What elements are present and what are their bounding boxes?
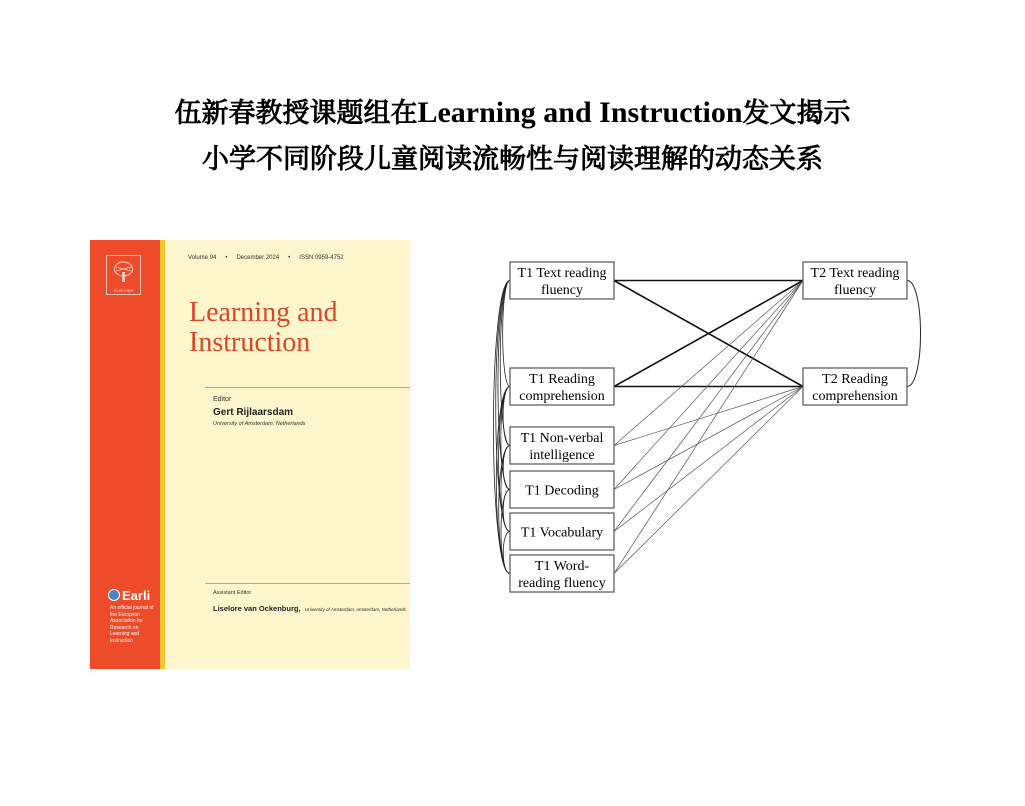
covariance-arc-12 — [503, 490, 510, 532]
node-t1-rc — [510, 368, 614, 405]
assistant-editor-label: Assistant Editor — [213, 590, 252, 596]
node-label: fluency — [541, 283, 583, 298]
elsevier-logo — [106, 255, 141, 295]
cover-meta — [188, 255, 353, 261]
node-label: comprehension — [812, 389, 898, 404]
node-t1-dec — [510, 471, 614, 508]
editor-affiliation: University of Amsterdam, Netherlands — [213, 421, 306, 427]
node-label: T1 Text reading — [517, 266, 607, 281]
path-arrow-t1_nvi-to-t2_text — [614, 281, 803, 446]
covariance-arc-5 — [503, 387, 510, 446]
regression-paths — [614, 281, 803, 574]
earli-logo — [108, 588, 150, 603]
node-label: T2 Text reading — [810, 266, 900, 281]
path-arrow-t1_word-to-t2_rc — [614, 387, 803, 574]
cover-issn: ISSN 0959-4752 — [299, 255, 344, 261]
path-arrow-t1_nvi-to-t2_rc — [614, 387, 803, 446]
node-label: T1 Decoding — [525, 483, 599, 499]
node-t1-voc — [510, 513, 614, 550]
diagram-nodes — [510, 262, 907, 592]
headline-journal-name: Learning and Instruction — [417, 96, 743, 129]
cover-date: December 2024 — [236, 255, 280, 261]
node-t1-text — [510, 262, 614, 299]
covariance-arc-14 — [503, 532, 510, 574]
residual-covariance-arc — [907, 281, 921, 387]
elsevier-tree-icon — [113, 260, 134, 284]
covariance-arc-9 — [503, 446, 510, 490]
node-t2-text — [803, 262, 907, 299]
publisher-name: ELSEVIER — [113, 288, 134, 293]
journal-cover — [90, 240, 410, 669]
node-t2-rc — [803, 368, 907, 405]
node-label: fluency — [834, 283, 876, 298]
journal-title-line-2: Instruction — [189, 327, 311, 358]
headline-line-2: 小学不同阶段儿童阅读流畅性与阅读理解的动态关系 — [202, 144, 823, 175]
cover-yellow-stripe — [160, 240, 165, 669]
node-label: comprehension — [519, 389, 605, 404]
cover-divider — [205, 583, 410, 584]
node-label: intelligence — [529, 448, 595, 463]
editor-label: Editor — [213, 396, 232, 403]
covariance-arc-8 — [496, 387, 510, 574]
path-arrow-t1_word-to-t2_text — [614, 281, 803, 574]
editor-name: Gert Rijlaarsdam — [213, 407, 294, 418]
covariance-arc-11 — [499, 446, 510, 574]
path-arrow-t1_dec-to-t2_rc — [614, 387, 803, 490]
path-arrow-t1_voc-to-t2_rc — [614, 387, 803, 532]
earli-description: An official journal of the European Association for Research on Learning and Instruction — [110, 605, 154, 644]
assistant-editor-name: Liselore van Ockenburg, — [213, 604, 301, 613]
covariance-arc-4 — [493, 281, 510, 574]
journal-title-line-1: Learning and — [189, 297, 338, 328]
covariance-arc-0 — [503, 281, 510, 387]
node-label: T1 Reading — [529, 372, 595, 387]
covariance-arc-10 — [501, 446, 510, 532]
node-label: T1 Word- — [534, 559, 590, 574]
path-arrow-t1_text-to-t2_rc — [614, 281, 803, 387]
node-t1-nvi — [510, 427, 614, 464]
earli-name: Earli — [122, 588, 151, 603]
journal-title — [189, 298, 338, 358]
node-t1-word — [510, 555, 614, 592]
cover-divider — [205, 387, 410, 388]
meta-separator-2: • — [288, 255, 291, 261]
path-arrow-t1_dec-to-t2_text — [614, 281, 803, 490]
path-arrow-t1_voc-to-t2_text — [614, 281, 803, 532]
node-label: reading fluency — [518, 576, 606, 591]
cover-volume: Volume 94 — [188, 255, 217, 261]
covariance-arc-1 — [500, 281, 510, 446]
assistant-editor-affiliation: University of Amsterdam, Amsterdam, Netherlands — [304, 607, 406, 612]
covariance-arc-13 — [501, 490, 510, 574]
meta-separator-1: • — [225, 255, 228, 261]
headline-cn-part-2: 发文揭示 — [742, 98, 851, 129]
node-label: T1 Non-verbal — [520, 431, 604, 446]
covariance-arc-2 — [498, 281, 510, 490]
earli-globe-icon — [108, 589, 120, 601]
covariance-arc-7 — [499, 387, 510, 532]
path-arrow-t1_rc-to-t2_text — [614, 281, 803, 387]
node-label: T1 Vocabulary — [520, 525, 604, 541]
assistant-editor — [213, 598, 406, 616]
covariance-arc-6 — [501, 387, 510, 490]
covariance-arc-3 — [496, 281, 510, 532]
headline-cn-part-1: 伍新春教授课题组在 — [174, 98, 418, 129]
node-label: T2 Reading — [822, 372, 888, 387]
headline-line-1 — [0, 96, 1025, 131]
